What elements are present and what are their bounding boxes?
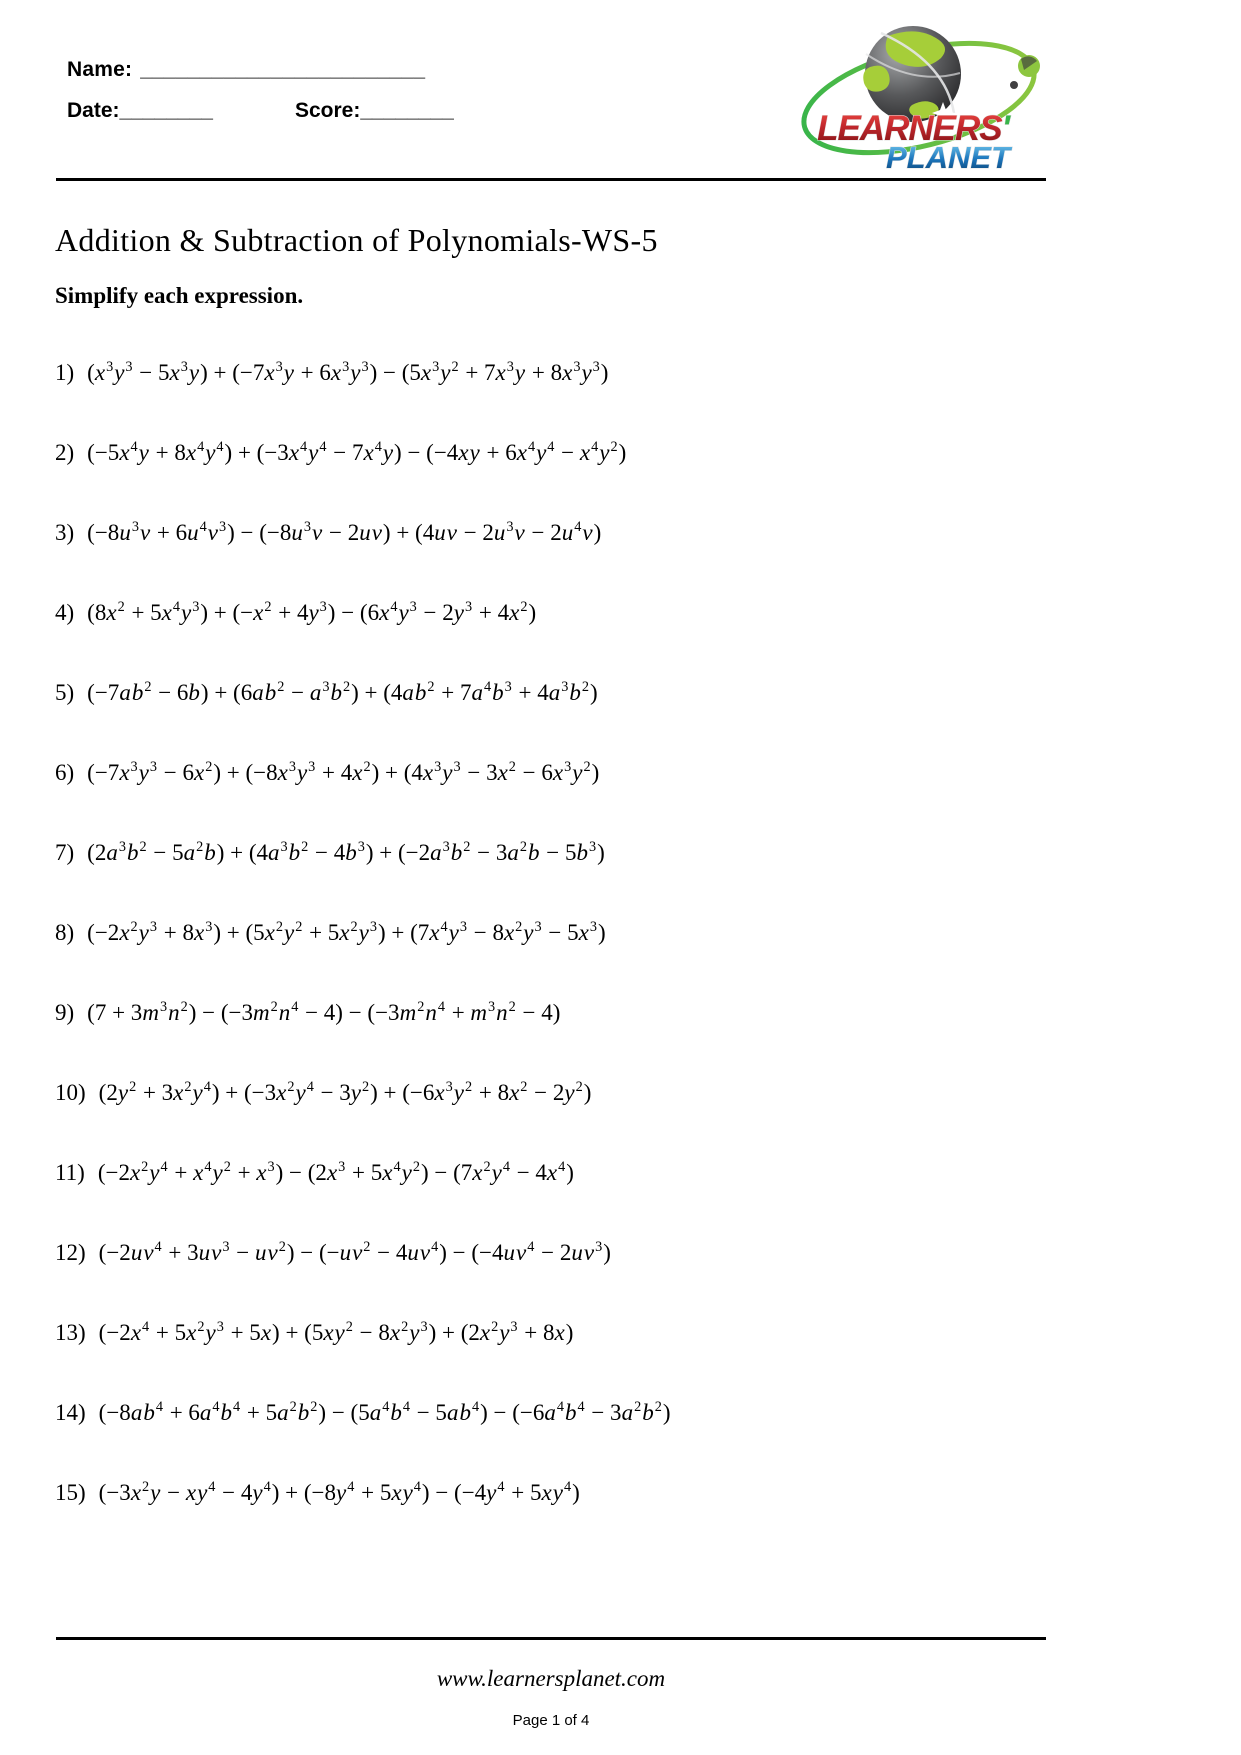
problem-number: 11) (55, 1160, 85, 1185)
problem-row (55, 1133, 1185, 1213)
problem-row (55, 573, 1185, 653)
problem-number: 6) (55, 760, 75, 785)
problem-expression: $(-7x^3y^3 - 6x^2) + (-8x^3y^3 + 4x^2) + (4x^3y^3 - 3x^2 - 6x^3y^2)$ (87, 759, 600, 785)
logo-text-planet: PLANET (886, 140, 1010, 175)
problem-expression: $(-2uv^4 + 3uv^3 - uv^2) - (-uv^2 - 4uv^4) - (-4uv^4 - 2uv^3)$ (98, 1239, 611, 1265)
problem-expression: $(-2x^4 + 5x^2y^3 + 5x) + (5xy^2 - 8x^2y^3) + (2x^2y^3 + 8x)$ (98, 1319, 574, 1345)
problem-expression: $(-8ab^4 + 6a^4b^4 + 5a^2b^2) - (5a^4b^4 - 5ab^4) - (-6a^4b^4 - 3a^2b^2)$ (98, 1399, 671, 1425)
footer-divider-line (56, 1637, 1046, 1640)
problem-number: 1) (55, 360, 75, 385)
problem-row (55, 493, 1185, 573)
score-group (295, 99, 454, 123)
problem-row (55, 1453, 1185, 1533)
learners-planet-logo (793, 16, 1047, 176)
date-label: Date: (67, 99, 120, 122)
problem-row (55, 893, 1185, 973)
problem-number: 8) (55, 920, 75, 945)
instruction-text: Simplify each expression. (55, 283, 304, 308)
problem-row (55, 973, 1185, 1053)
problem-expression: $(2a^3b^2 - 5a^2b) + (4a^3b^2 - 4b^3) + (-2a^3b^2 - 3a^2b - 5b^3)$ (87, 839, 605, 865)
date-blank-line: ________ (119, 99, 213, 122)
logo-text-learners: LEARNERS' (817, 109, 1012, 148)
problem-row (55, 413, 1185, 493)
problem-expression: $(-2x^2y^3 + 8x^3) + (5x^2y^2 + 5x^2y^3) + (7x^4y^3 - 8x^2y^3 - 5x^3)$ (87, 919, 606, 945)
problem-expression: $(x^3y^3 - 5x^3y) + (-7x^3y + 6x^3y^3) - (5x^3y^2 + 7x^3y + 8x^3y^3)$ (87, 359, 609, 385)
name-row (67, 58, 425, 82)
problem-list (55, 333, 1185, 1533)
score-blank-line: ________ (360, 99, 454, 122)
problem-row (55, 733, 1185, 813)
problem-number: 5) (55, 680, 75, 705)
problem-expression: $(-2x^2y^4 + x^4y^2 + x^3) - (2x^3 + 5x^4y^2) - (7x^2y^4 - 4x^4)$ (97, 1159, 574, 1185)
problem-expression: $(-3x^2y - xy^4 - 4y^4) + (-8y^4 + 5xy^4) - (-4y^4 + 5xy^4)$ (98, 1479, 580, 1505)
problem-expression: $(-5x^4y + 8x^4y^4) + (-3x^4y^4 - 7x^4y) - (-4xy + 6x^4y^4 - x^4y^2)$ (87, 439, 627, 465)
problem-number: 3) (55, 520, 75, 545)
problem-expression: $(-7ab^2 - 6b) + (6ab^2 - a^3b^2) + (4ab^2 + 7a^4b^3 + 4a^3b^2)$ (87, 679, 598, 705)
name-blank-line: ________________________ (140, 58, 426, 81)
problem-row (55, 1213, 1185, 1293)
problem-number: 12) (55, 1240, 86, 1265)
problem-row (55, 653, 1185, 733)
problem-number: 9) (55, 1000, 75, 1025)
date-score-row (67, 99, 667, 123)
problem-expression: $(7 + 3m^3n^2) - (-3m^2n^4 - 4) - (-3m^2n^4 + m^3n^2 - 4)$ (87, 999, 561, 1025)
problem-expression: $(2y^2 + 3x^2y^4) + (-3x^2y^4 - 3y^2) + (-6x^3y^2 + 8x^2 - 2y^2)$ (98, 1079, 592, 1105)
problem-row (55, 333, 1185, 413)
footer-page-number: Page 1 of 4 (512, 1712, 590, 1729)
problem-number: 10) (55, 1080, 86, 1105)
problem-number: 13) (55, 1320, 86, 1345)
problem-row (55, 813, 1185, 893)
problem-number: 15) (55, 1480, 86, 1505)
problem-row (55, 1373, 1185, 1453)
problem-number: 2) (55, 440, 75, 465)
logo-apostrophe: ' (1001, 109, 1009, 148)
problem-row (55, 1053, 1185, 1133)
header-divider-line (56, 178, 1046, 181)
problem-expression: $(8x^2 + 5x^4y^3) + (-x^2 + 4y^3) - (6x^4y^3 - 2y^3 + 4x^2)$ (87, 599, 537, 625)
problem-row (55, 1293, 1185, 1373)
satellite-planet-icon (1010, 55, 1040, 89)
name-label: Name: (67, 58, 133, 81)
score-label: Score: (295, 99, 361, 122)
problem-number: 4) (55, 600, 75, 625)
footer-website: www.learnersplanet.com (436, 1666, 666, 1691)
worksheet-title: Addition & Subtraction of Polynomials-WS-5 (55, 222, 658, 258)
problem-number: 7) (55, 840, 75, 865)
problem-expression: $(-8u^3v + 6u^4v^3) - (-8u^3v - 2uv) + (4uv - 2u^3v - 2u^4v)$ (87, 519, 602, 545)
problem-number: 14) (55, 1400, 86, 1425)
